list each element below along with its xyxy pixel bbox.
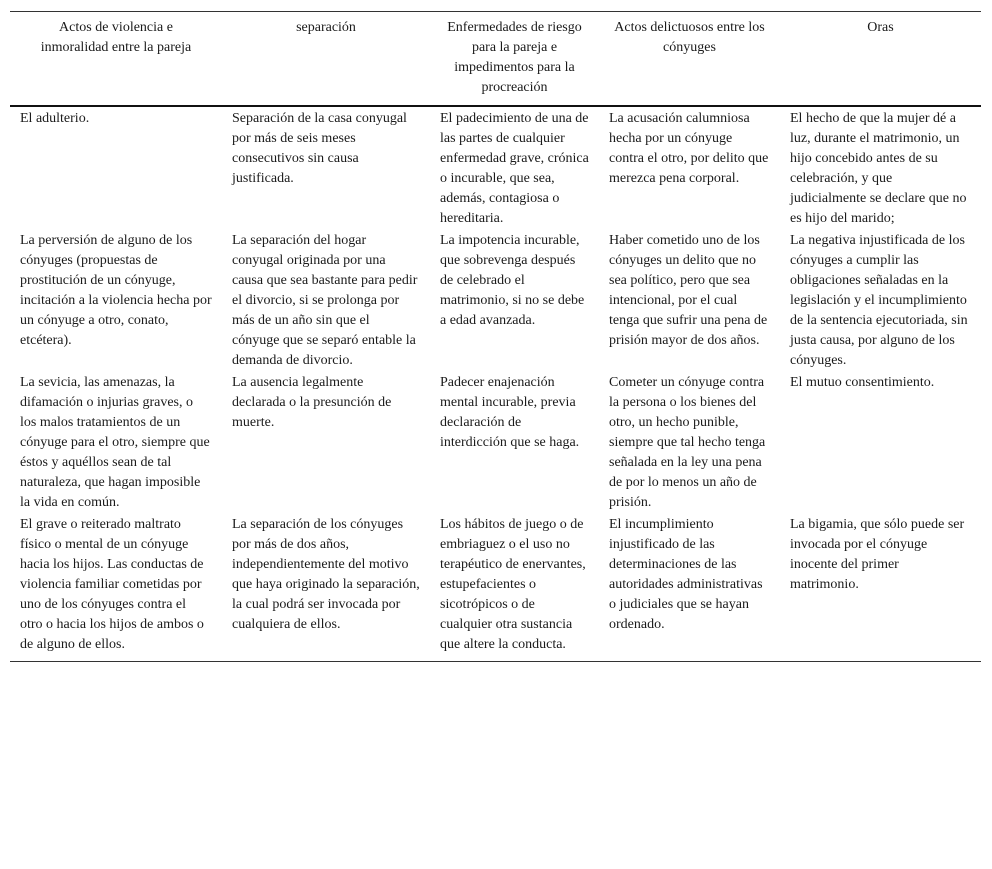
table-cell: La sevicia, las amenazas, la difamación o injurias graves, o los malos tratamientos de un cónyuge para el otro, siempre que éstos y aquéllos sean de tal naturaleza, que hagan imposible la vida en común. (20, 375, 210, 510)
table-cell: La perversión de alguno de los cónyuges (propuestas de prostitución de un cónyuge, incitación a la violencia hecha por un cónyuge a otro, conato, etcétera). (20, 233, 212, 348)
table-cell: El padecimiento de una de las partes de cualquier enfermedad grave, crónica o incurable, que sea, además, contagiosa o hereditaria. (440, 111, 589, 226)
table-cell: Los hábitos de juego o de embriaguez o el uso no terapéutico de enervantes, estupefacientes o sicotrópicos o de cualquier otra sustancia que altere la conducta. (440, 517, 586, 652)
table-cell: Cometer un cónyuge contra la persona o los bienes del otro, un hecho punible, siempre que tal hecho tenga señalada en la ley una pena de por lo menos un año de prisión. (609, 375, 766, 510)
table-cell: La ausencia legalmente declarada o la presunción de muerte. (232, 375, 392, 430)
table-cell: El incumplimiento injustificado de las determinaciones de las autoridades administrativas o judiciales que se hayan ordenado. (609, 517, 763, 632)
table-row (10, 106, 981, 230)
table-cell: La separación de los cónyuges por más de dos años, independientemente del motivo que haya originado la separación, la cual podrá ser invocada por cualquiera de ellos. (232, 517, 420, 632)
table-cell: Separación de la casa conyugal por más de seis meses consecutivos sin causa justificada. (232, 111, 407, 186)
table-cell: La acusación calumniosa hecha por un cónyuge contra el otro, por delito que merezca pena corporal. (609, 111, 769, 186)
table-body (10, 106, 981, 662)
table-cell: El grave o reiterado maltrato físico o mental de un cónyuge hacia los hijos. Las conductas de violencia familiar cometidas por uno de los cónyuges contra el otro o hacia los hijos de ambos o de alguno de ellos. (20, 517, 204, 652)
header-separation: separación (296, 20, 356, 35)
header-others: Oras (867, 20, 894, 35)
table-cell: El mutuo consentimiento. (790, 375, 935, 390)
header-crimes: Actos delictuosos entre los cónyuges (614, 20, 765, 55)
table-cell: La bigamia, que sólo puede ser invocada por el cónyuge inocente del primer matrimonio. (790, 517, 965, 592)
table-cell: El hecho de que la mujer dé a luz, durante el matrimonio, un hijo concebido antes de su celebración, y que judicialmente se declare que no es hijo del marido; (790, 111, 967, 226)
table-cell: Padecer enajenación mental incurable, previa declaración de interdicción que se haga. (440, 375, 580, 450)
table-cell: Haber cometido uno de los cónyuges un delito que no sea político, pero que sea intencional, por el cual tenga que sufrir una pena de prisión mayor de dos años. (609, 233, 768, 348)
table-cell: La impotencia incurable, que sobrevenga después de celebrado el matrimonio, si no se debe a edad avanzada. (440, 233, 585, 328)
table-cell: La negativa injustificada de los cónyuges a cumplir las obligaciones señaladas en la legislación y el incumplimiento de la sentencia ejecutoriada, sin justa causa, por alguno de los cónyuges. (790, 233, 968, 368)
table-cell: La separación del hogar conyugal originada por una causa que sea bastante para pedir el divorcio, si se prolonga por más de un año sin que el cónyuge que se separó entable la demanda de divorcio. (232, 233, 418, 368)
table-row (10, 514, 981, 662)
header-row (10, 12, 981, 107)
header-violence: Actos de violencia e inmoralidad entre la pareja (40, 20, 192, 55)
table-row (10, 372, 981, 514)
table-cell: El adulterio. (20, 111, 90, 126)
divorce-causes-table (10, 11, 981, 662)
header-diseases: Enfermedades de riesgo para la pareja e impedimentos para la procreación (447, 20, 582, 95)
table-row (10, 230, 981, 372)
table-header (10, 12, 981, 107)
